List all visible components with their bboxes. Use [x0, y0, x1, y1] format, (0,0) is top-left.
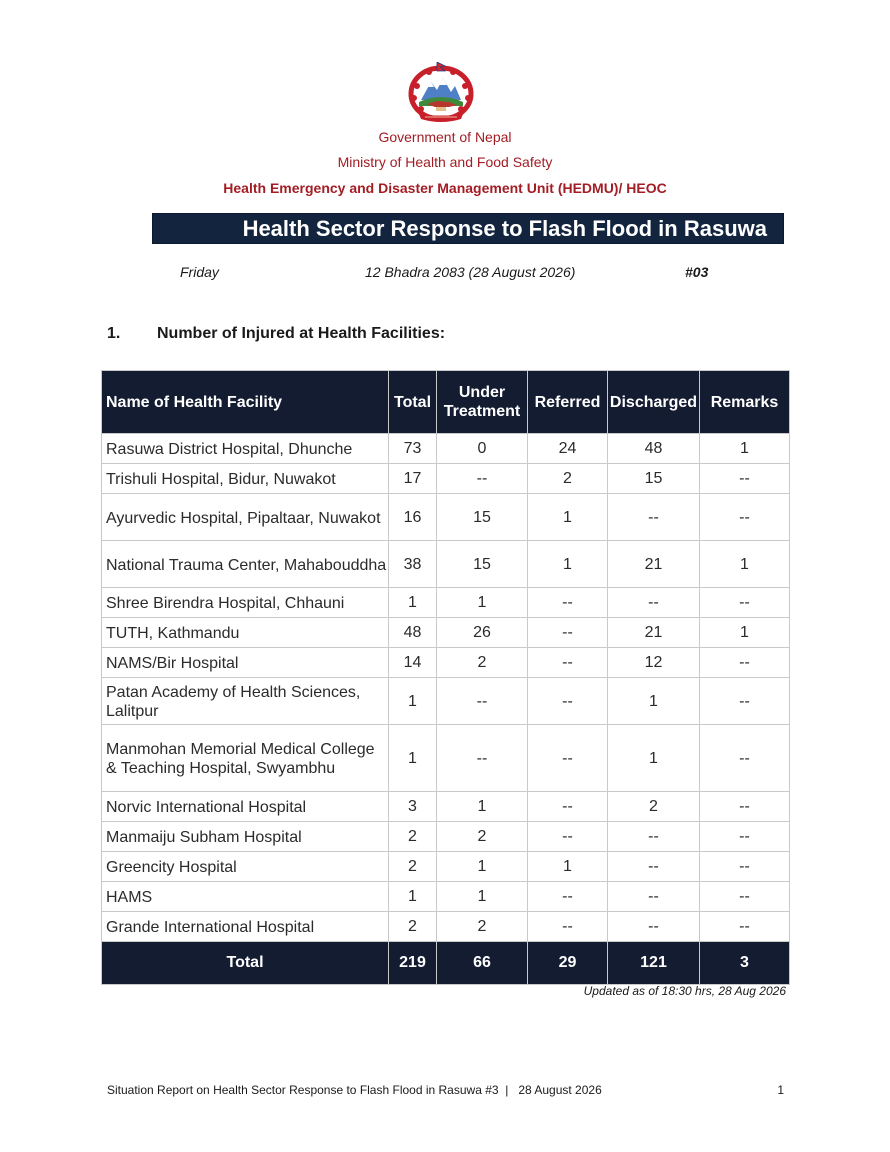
table-row — [102, 822, 790, 852]
cell-total: 38 — [389, 541, 437, 588]
cell-referred: 1 — [528, 541, 608, 588]
cell-discharged: -- — [608, 822, 700, 852]
cell-discharged: 1 — [608, 678, 700, 725]
cell-remarks: -- — [700, 464, 790, 494]
cell-under-treatment: 1 — [437, 588, 528, 618]
header-under-treatment: Under Treatment — [437, 371, 528, 434]
cell-remarks: 1 — [700, 434, 790, 464]
cell-facility: Trishuli Hospital, Bidur, Nuwakot — [102, 464, 389, 494]
cell-remarks: -- — [700, 792, 790, 822]
cell-referred: -- — [528, 912, 608, 942]
cell-total: 17 — [389, 464, 437, 494]
cell-total: 14 — [389, 648, 437, 678]
header-facility: Name of Health Facility — [102, 371, 389, 434]
cell-under-treatment: 1 — [437, 882, 528, 912]
table-row — [102, 882, 790, 912]
cell-discharged: -- — [608, 494, 700, 541]
header-government: Government of Nepal — [378, 129, 512, 145]
table-row — [102, 434, 790, 464]
cell-referred: 24 — [528, 434, 608, 464]
header-discharged: Discharged — [608, 371, 700, 434]
header-unit: Health Emergency and Disaster Management Unit (HEDMU)/ HEOC — [223, 180, 667, 196]
cell-referred: -- — [528, 678, 608, 725]
report-number: #03 — [685, 264, 709, 280]
cell-facility: Manmaiju Subham Hospital — [102, 822, 389, 852]
table-row — [102, 678, 790, 725]
table-row — [102, 852, 790, 882]
report-title: Health Sector Response to Flash Flood in Rasuwa — [242, 215, 767, 241]
cell-discharged: -- — [608, 912, 700, 942]
table-row — [102, 588, 790, 618]
cell-facility: Ayurvedic Hospital, Pipaltaar, Nuwakot — [102, 494, 389, 541]
cell-total: 1 — [389, 588, 437, 618]
cell-total: 16 — [389, 494, 437, 541]
cell-total: 1 — [389, 882, 437, 912]
cell-total: 1 — [389, 725, 437, 792]
report-title-banner — [152, 213, 784, 244]
cell-referred: -- — [528, 792, 608, 822]
cell-remarks: -- — [700, 678, 790, 725]
cell-referred: 1 — [528, 852, 608, 882]
cell-total: 1 — [389, 678, 437, 725]
cell-remarks: -- — [700, 852, 790, 882]
cell-under-treatment: -- — [437, 725, 528, 792]
total-remarks: 3 — [700, 942, 790, 985]
cell-discharged: 15 — [608, 464, 700, 494]
total-label: Total — [102, 942, 389, 985]
total-referred: 29 — [528, 942, 608, 985]
table-row — [102, 792, 790, 822]
cell-facility: TUTH, Kathmandu — [102, 618, 389, 648]
cell-facility: Grande International Hospital — [102, 912, 389, 942]
section-number: 1. — [107, 325, 121, 342]
cell-facility: National Trauma Center, Mahabouddha — [102, 541, 389, 588]
cell-referred: -- — [528, 588, 608, 618]
cell-under-treatment: -- — [437, 464, 528, 494]
cell-under-treatment: 26 — [437, 618, 528, 648]
cell-remarks: -- — [700, 882, 790, 912]
table-row — [102, 618, 790, 648]
injured-table — [101, 370, 790, 985]
cell-under-treatment: 1 — [437, 792, 528, 822]
updated-note: Updated as of 18:30 hrs, 28 Aug 2026 — [583, 984, 786, 998]
header-remarks: Remarks — [700, 371, 790, 434]
cell-facility: Greencity Hospital — [102, 852, 389, 882]
table-row — [102, 541, 790, 588]
cell-remarks: 1 — [700, 618, 790, 648]
cell-under-treatment: 1 — [437, 852, 528, 882]
cell-referred: -- — [528, 882, 608, 912]
cell-referred: -- — [528, 725, 608, 792]
table-row — [102, 464, 790, 494]
cell-facility: Norvic International Hospital — [102, 792, 389, 822]
cell-discharged: 21 — [608, 541, 700, 588]
cell-total: 73 — [389, 434, 437, 464]
table-row — [102, 648, 790, 678]
table-total-row — [102, 942, 790, 985]
cell-total: 2 — [389, 822, 437, 852]
cell-total: 3 — [389, 792, 437, 822]
cell-total: 48 — [389, 618, 437, 648]
cell-referred: -- — [528, 822, 608, 852]
cell-remarks: -- — [700, 822, 790, 852]
cell-under-treatment: -- — [437, 678, 528, 725]
cell-under-treatment: 15 — [437, 541, 528, 588]
table-row — [102, 725, 790, 792]
header-total: Total — [389, 371, 437, 434]
cell-referred: 1 — [528, 494, 608, 541]
cell-remarks: -- — [700, 494, 790, 541]
report-date: 12 Bhadra 2083 (28 August 2026) — [365, 264, 576, 280]
report-day: Friday — [180, 264, 219, 280]
cell-total: 2 — [389, 852, 437, 882]
cell-facility: Rasuwa District Hospital, Dhunche — [102, 434, 389, 464]
cell-facility: Manmohan Memorial Medical College & Teaching Hospital, Swyambhu — [102, 725, 389, 792]
cell-remarks: -- — [700, 725, 790, 792]
cell-facility: HAMS — [102, 882, 389, 912]
cell-discharged: 48 — [608, 434, 700, 464]
cell-referred: -- — [528, 618, 608, 648]
cell-remarks: 1 — [700, 541, 790, 588]
cell-discharged: 2 — [608, 792, 700, 822]
total-under-treatment: 66 — [437, 942, 528, 985]
total-discharged: 121 — [608, 942, 700, 985]
nepal-coat-of-arms-icon — [403, 62, 479, 124]
section-title: Number of Injured at Health Facilities: — [157, 325, 446, 342]
cell-discharged: -- — [608, 882, 700, 912]
header-referred: Referred — [528, 371, 608, 434]
cell-discharged: 12 — [608, 648, 700, 678]
cell-facility: Shree Birendra Hospital, Chhauni — [102, 588, 389, 618]
cell-total: 2 — [389, 912, 437, 942]
cell-discharged: 1 — [608, 725, 700, 792]
cell-discharged: -- — [608, 588, 700, 618]
cell-under-treatment: 2 — [437, 822, 528, 852]
cell-facility: Patan Academy of Health Sciences, Lalitpur — [102, 678, 389, 725]
page-number: 1 — [777, 1083, 784, 1097]
footer-text: Situation Report on Health Sector Response to Flash Flood in Rasuwa #3 | 28 August 2026 — [107, 1083, 602, 1097]
cell-referred: -- — [528, 648, 608, 678]
cell-under-treatment: 2 — [437, 648, 528, 678]
table-row — [102, 912, 790, 942]
cell-discharged: -- — [608, 852, 700, 882]
total-total: 219 — [389, 942, 437, 985]
cell-under-treatment: 0 — [437, 434, 528, 464]
cell-under-treatment: 15 — [437, 494, 528, 541]
cell-facility: NAMS/Bir Hospital — [102, 648, 389, 678]
cell-under-treatment: 2 — [437, 912, 528, 942]
table-header-row — [102, 371, 790, 434]
table-row — [102, 494, 790, 541]
cell-discharged: 21 — [608, 618, 700, 648]
cell-remarks: -- — [700, 912, 790, 942]
cell-remarks: -- — [700, 588, 790, 618]
cell-remarks: -- — [700, 648, 790, 678]
cell-referred: 2 — [528, 464, 608, 494]
header-ministry: Ministry of Health and Food Safety — [337, 154, 553, 170]
